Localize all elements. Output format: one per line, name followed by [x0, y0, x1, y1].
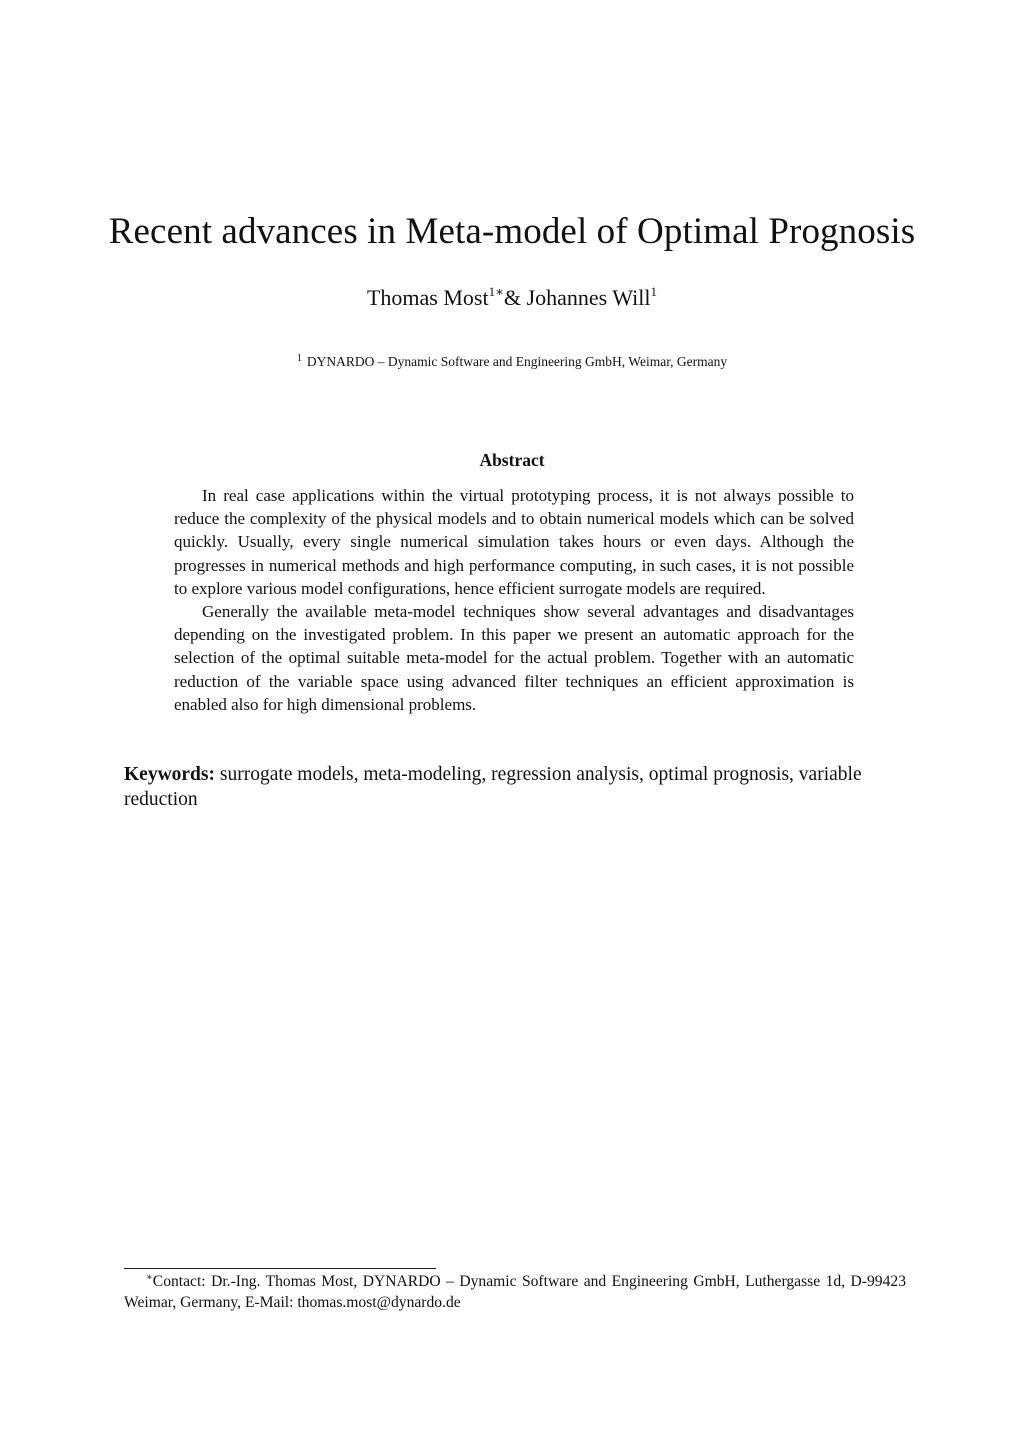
keywords-text: surrogate models, meta-modeling, regression analysis, optimal prognosis, variable reduction [124, 764, 862, 810]
author-line [0, 283, 1024, 313]
footnote-text: Contact: Dr.-Ing. Thomas Most, DYNARDO – Dynamic Software and Engineering GmbH, Luthergasse 1d, D-99423 Weimar, Germany, E-Mail: thomas.most@dynardo.de [124, 1273, 906, 1311]
keywords [124, 762, 906, 812]
affiliation [0, 352, 1024, 372]
footnote-divider [124, 1268, 436, 1269]
author-name-will: Johannes Will [526, 285, 651, 310]
keywords-label: Keywords: [124, 764, 215, 785]
abstract-paragraph: Generally the available meta-model techniques show several advantages and disadvantages depending on the investigated problem. In this paper we present an automatic approach for the selection of the optimal suitable meta-model for the actual problem. Together with an automatic reduction of the variable space using advanced filter techniques an efficient approximation is enabled also for high dimensional problems. [174, 602, 854, 714]
abstract-body [174, 484, 854, 716]
footnote-marker: ∗ [146, 1272, 153, 1283]
author-separator: & [503, 285, 527, 310]
abstract-heading: Abstract [479, 450, 545, 470]
affiliation-text: DYNARDO – Dynamic Software and Engineering GmbH, Weimar, Germany [306, 354, 728, 369]
footnote [124, 1271, 906, 1313]
author-name-most: Thomas Most [366, 285, 489, 310]
paper-title: Recent advances in Meta-model of Optimal Prognosis [108, 211, 916, 252]
author-will-superscript: 1 [650, 284, 658, 299]
affiliation-marker: 1 [296, 353, 302, 364]
abstract-paragraph: In real case applications within the virtual prototyping process, it is not always possible to reduce the complexity of the physical models and to obtain numerical models which can be solved quickly. Usually, every single numerical simulation takes hours or even days. Although the progresses in numerical methods and high performance computing, in such cases, it is not possible to explore various model configurations, hence efficient surrogate models are required. [174, 486, 854, 598]
author-most-superscript: 1∗ [488, 284, 504, 299]
